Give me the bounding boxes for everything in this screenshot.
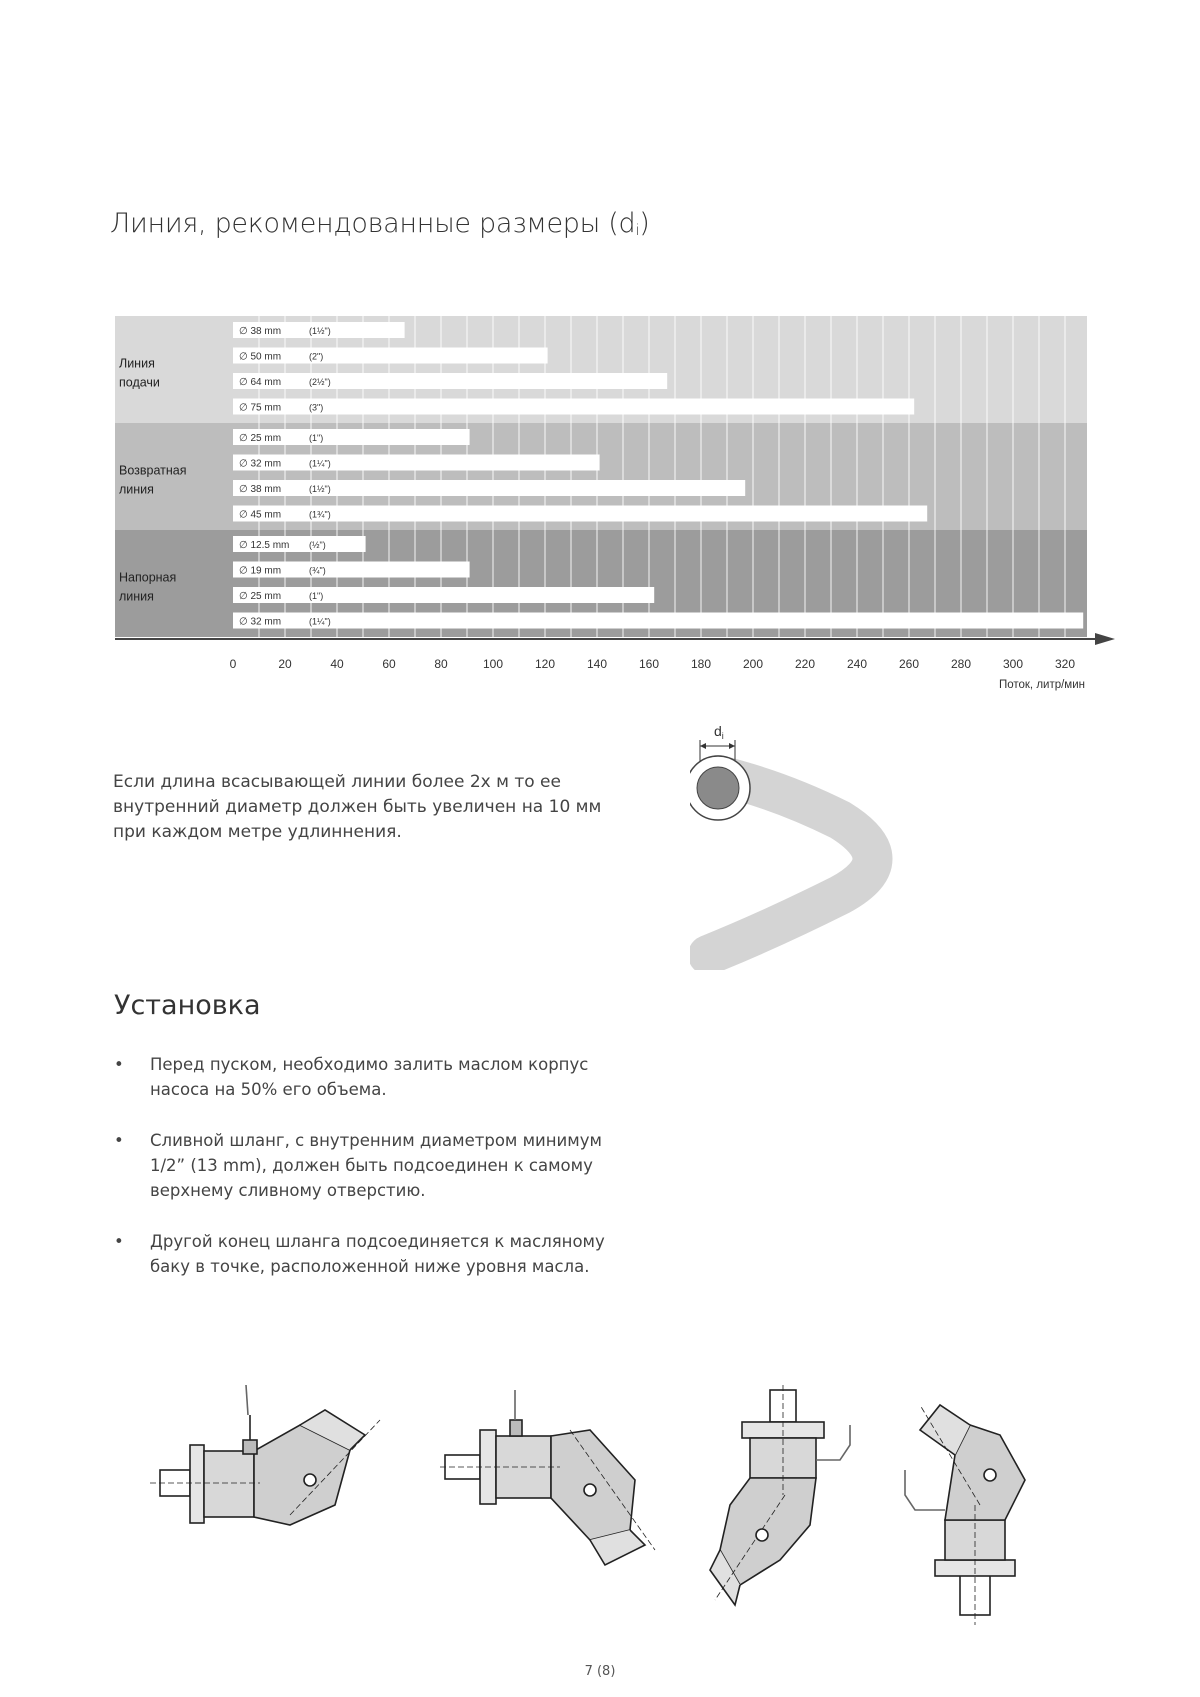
x-tick-label: 120	[534, 657, 556, 671]
bar	[233, 455, 600, 471]
line-size-chart	[0, 0, 1200, 720]
x-tick-label: 220	[794, 657, 816, 671]
bar-diameter-label: ∅ 45 mm	[239, 509, 282, 521]
bar-inch-label: (2")	[309, 351, 324, 362]
bar-diameter-label: ∅ 50 mm	[239, 351, 282, 363]
pump-illustration-horizontal-up	[150, 1385, 390, 1575]
pipe-section-inner	[697, 767, 739, 809]
bar	[233, 399, 914, 415]
x-tick-label: 180	[690, 657, 712, 671]
bar-inch-label: (1¾")	[309, 509, 331, 520]
group-label: Возвратная линия	[119, 463, 187, 497]
bar-diameter-label: ∅ 12.5 mm	[239, 540, 290, 551]
bar-inch-label: (1¼")	[309, 458, 331, 469]
x-tick-label: 160	[638, 657, 660, 671]
bar	[233, 373, 667, 389]
pump-illustration-vertical-down	[700, 1385, 870, 1615]
bar-diameter-label: ∅ 38 mm	[239, 484, 282, 495]
bar-inch-label: (¾")	[309, 565, 326, 576]
bar-diameter-label: ∅ 25 mm	[239, 433, 282, 444]
bar-diameter-label: ∅ 32 mm	[239, 458, 282, 470]
x-tick-label: 240	[846, 657, 868, 671]
list-item: • Другой конец шланга подсоединяется к масляному баку в точке, расположенной ниже уровня масла.	[114, 1229, 634, 1279]
group-label: Напорная линия	[119, 570, 177, 604]
bar	[233, 587, 654, 603]
bar-diameter-label: ∅ 75 mm	[239, 402, 282, 414]
x-tick-label: 260	[898, 657, 920, 671]
bar-diameter-label: ∅ 64 mm	[239, 377, 282, 388]
suction-line-note: Если длина всасывающей линии более 2х м то ее внутренний диаметр должен быть увеличен на 10 мм при каждом метре удлиннения.	[113, 772, 602, 842]
bar-inch-label: (3")	[309, 402, 324, 413]
bar	[233, 506, 927, 522]
bar-diameter-label: ∅ 25 mm	[239, 591, 282, 602]
pump-illustration-horizontal-down	[440, 1390, 670, 1580]
bar-inch-label: (1½")	[309, 484, 331, 494]
page-title: Линия, рекомендованные размеры $(d_i)$	[110, 208, 650, 239]
bar-diameter-label: ∅ 32 mm	[239, 616, 282, 628]
page-number: 7 (8)	[584, 1664, 616, 1679]
pump-illustration-vertical-up	[900, 1395, 1070, 1625]
x-tick-label: 300	[1002, 657, 1024, 671]
pipe-label: $d_i$	[714, 723, 724, 741]
x-tick-label: 0	[229, 657, 237, 671]
bar-inch-label: (1¼")	[309, 616, 331, 627]
bar-inch-label: (½")	[309, 540, 326, 550]
installation-list	[114, 1052, 634, 1305]
x-tick-label: 280	[950, 657, 972, 671]
bar-inch-label: (1½")	[309, 326, 331, 336]
x-axis-label: Поток, литр/мин	[998, 679, 1085, 691]
group-label: Линия подачи	[119, 356, 160, 390]
pipe-diagram	[690, 720, 930, 970]
dim-arrowhead-right	[729, 743, 735, 749]
x-tick-label: 20	[278, 657, 292, 671]
x-tick-label: 100	[482, 657, 504, 671]
bar-inch-label: (2½")	[309, 377, 331, 387]
bar-inch-label: (1")	[309, 433, 324, 443]
bar-diameter-label: ∅ 19 mm	[239, 565, 282, 577]
list-item: • Перед пуском, необходимо залить маслом корпус насоса на 50% его объема.	[114, 1052, 634, 1102]
x-tick-label: 80	[434, 657, 448, 671]
bar-diameter-label: ∅ 38 mm	[239, 326, 282, 337]
x-tick-label: 320	[1054, 657, 1076, 671]
x-tick-label: 140	[586, 657, 608, 671]
bar-inch-label: (1")	[309, 591, 324, 601]
x-axis-arrow	[1095, 633, 1115, 645]
x-tick-label: 40	[330, 657, 344, 671]
dim-arrowhead-left	[700, 743, 706, 749]
x-tick-label: 200	[742, 657, 764, 671]
installation-title: Установка	[114, 990, 261, 1021]
list-item: • Сливной шланг, с внутренним диаметром минимум 1/2” (13 mm), должен быть подсоединен к самому верхнему сливному отверстию.	[114, 1128, 634, 1203]
bar	[233, 613, 1083, 629]
x-tick-label: 60	[382, 657, 396, 671]
